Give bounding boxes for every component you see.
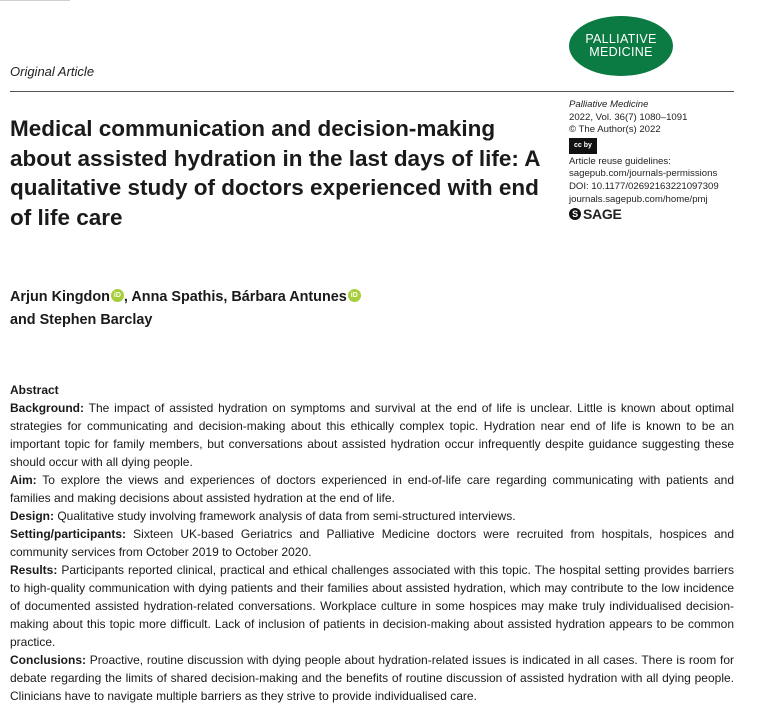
abstract-results	[10, 561, 734, 651]
reuse-guidelines-link[interactable]: sagepub.com/journals-permissions	[569, 168, 718, 180]
section-text: Qualitative study involving framework analysis of data from semi-structured interviews.	[54, 509, 516, 523]
author-name: Arjun Kingdon	[10, 289, 110, 305]
publisher-name: SAGE	[583, 206, 622, 223]
abstract-design	[10, 507, 734, 525]
section-label: Aim:	[10, 473, 37, 487]
author-name: and Stephen Barclay	[10, 312, 153, 328]
cc-license-text: cc by	[574, 141, 592, 149]
header-divider	[10, 91, 734, 92]
article-title: Medical communication and decision-making about assisted hydration in the last days of life: A qualitative study of doctors experienced with end of life care	[10, 116, 540, 230]
article-metadata	[569, 99, 769, 221]
journal-logo	[569, 16, 673, 76]
orcid-icon[interactable]: iD	[348, 289, 361, 302]
article-type-label: Original Article	[10, 64, 95, 79]
section-label: Background:	[10, 401, 85, 415]
abstract-conclusions	[10, 651, 734, 705]
orcid-icon[interactable]: iD	[111, 289, 124, 302]
sage-icon: S	[569, 208, 581, 220]
journal-homepage-link[interactable]: journals.sagepub.com/home/pmj	[569, 193, 708, 205]
journal-name: Palliative Medicine	[569, 99, 649, 110]
reuse-guidelines-label: Article reuse guidelines:	[569, 155, 671, 167]
author-name: , Anna Spathis, Bárbara Antunes	[123, 289, 347, 305]
cc-by-license-icon[interactable]	[569, 138, 597, 154]
section-text: Participants reported clinical, practical and ethical challenges associated with this topic. The hospital setting provides barriers to high-quality communication with dying patients and their families about assisted hydration, which may contribute to the low incidence of documented assisted hydration-related conversations. Workplace culture in some hospices may make truly individualised decision-making about this topic more difficult. Lack of inclusion of patients in decision-making about assisted hydration appears to be common practice.	[10, 563, 734, 649]
top-edge-line	[0, 0, 70, 1]
section-text: Sixteen UK-based Geriatrics and Palliative Medicine doctors were recruited from hospitals, hospices and community services from October 2019 to October 2020.	[10, 527, 734, 559]
copyright-notice: © The Author(s) 2022	[569, 124, 661, 136]
author-list	[10, 286, 361, 332]
abstract-setting	[10, 525, 734, 561]
abstract-heading: Abstract	[10, 383, 59, 397]
section-label: Results:	[10, 563, 58, 577]
publisher-logo	[569, 208, 769, 221]
section-text: Proactive, routine discussion with dying people about hydration-related issues is indicated in all cases. There is room for debate regarding the limits of shared decision-making and the benefits of routine discussion of assisted hydration with all dying people. Clinicians have to navigate multiple barriers as they strive to provide individualised care.	[10, 653, 734, 703]
volume-info: 2022, Vol. 36(7) 1080–1091	[569, 111, 688, 123]
section-label: Conclusions:	[10, 653, 87, 667]
doi[interactable]: DOI: 10.1177/02692163221097309	[569, 180, 719, 192]
section-text: The impact of assisted hydration on symptoms and survival at the end of life is unclear. Little is known about optimal strategies for communicating and decision-making about this ethically complex topic. Hydration near end of life is known to be an important topic for family members, but conversations about assisted hydration occur infrequently despite guidance suggesting these should occur with all dying people.	[10, 401, 734, 469]
logo-line-1: PALLIATIVE	[585, 32, 657, 46]
section-label: Design:	[10, 509, 55, 523]
logo-line-2: MEDICINE	[589, 45, 653, 59]
section-label: Setting/participants:	[10, 527, 127, 541]
section-text: To explore the views and experiences of doctors experienced in end-of-life care regarding communicating with patients and families and making decisions about assisted hydration at the end of life.	[10, 473, 734, 505]
abstract-background	[10, 399, 734, 471]
abstract	[10, 381, 734, 705]
abstract-aim	[10, 471, 734, 507]
